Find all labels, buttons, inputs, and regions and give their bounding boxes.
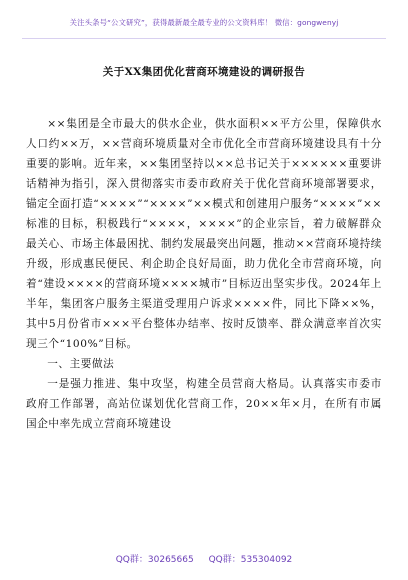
- footer-qq-1: QQ群：30265665: [115, 555, 194, 565]
- document-body: [26, 114, 382, 434]
- footer-qq-2: QQ群：535304092: [208, 555, 293, 565]
- paragraph-section-1: 一是强力推进、集中攻坚，构建全员营商大格局。认真落实市委市政府工作部署，高站位谋划优化营商工作，20××年×月，在所有市属国企中率先成立营商环境建设: [26, 378, 382, 430]
- section-heading: 一、主要做法: [47, 358, 115, 370]
- header-notice: 关注头条号“公文研究”，获得最新最全最专业的公文资料库！ 微信：gongwenyj: [69, 18, 339, 27]
- page-footer: [0, 552, 408, 570]
- page-header: [0, 10, 408, 32]
- paragraph-intro: ××集团是全市最大的供水企业，供水面积××平方公里，保障供水人口约××万，××营商环境质量对全市优化全市营商环境建设具有十分重要的影响。近年来，××集团坚持以××总书记关于××××××重要讲话精神为指引，深入贯彻落实市委市政府关于优化营商环境部署要求，锚定全面打造“××××”“××××”××模式和创建用户服务“××××”××标准的目标，积极践行“××××，××××”的企业宗旨，着力破解群众最关心、市场主体最困扰、制约发展最突出问题，推动××营商环境持续升级，形成惠民便民、利企助企良好局面，助力优化全市营商环境，向着“建设××××的营商环境××××城市”目标迈出坚实步伐。2024年上半年，集团客户服务主渠道受理用户诉求××××件，同比下降××%，其中5月份省市×××平台整体办结率、按时反馈率、群众满意率首次实现三个“100%”目标。: [26, 118, 382, 350]
- header-divider: [22, 38, 386, 39]
- document-title: 关于XX集团优化营商环境建设的调研报告: [102, 66, 306, 78]
